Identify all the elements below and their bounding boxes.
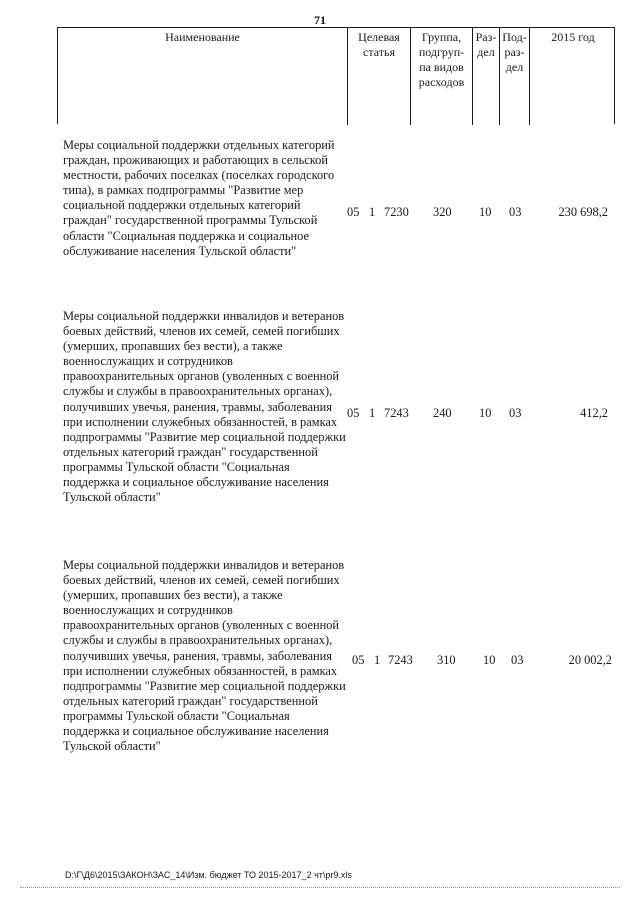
header-subsection: Под- раз- дел: [499, 28, 529, 125]
amount: 412,2: [580, 406, 608, 420]
subsection: 03: [509, 205, 522, 219]
header-expense-group: Группа, подгруп- па видов расходов: [410, 28, 472, 125]
header-section: Раз- дел: [472, 28, 499, 125]
target-article-program: 05: [352, 653, 365, 667]
expense-group: 320: [433, 205, 452, 219]
target-article-program: 05: [347, 406, 360, 420]
section: 10: [483, 653, 496, 667]
target-article-code: 7243: [384, 406, 409, 420]
row-name: Меры социальной поддержки инвалидов и ветеранов боевых действий, членов их семей, семей погибших (умерших, пропавших без вести), а также военнослужащих и сотрудников правоохранительных органов (уволенных с военной службы и службы в правоохранительных органах), получивших увечья, ранения, травмы, заболевания при исполнении служебных обязанностей, в рамках подпрограммы "Развитие мер социальной поддержки отдельных категорий граждан" государственной программы Тульской области "Социальная поддержка и социальное обслуживание населения Тульской области": [63, 558, 346, 754]
amount: 230 698,2: [558, 205, 608, 219]
subsection: 03: [511, 653, 524, 667]
page-number: 71: [314, 13, 326, 27]
subsection: 03: [509, 406, 522, 420]
section: 10: [479, 205, 492, 219]
target-article-subprogram: 1: [374, 653, 381, 667]
footer-divider: [20, 887, 620, 888]
expense-group: 310: [437, 653, 456, 667]
table-header: [57, 27, 615, 124]
header-name: Наименование: [165, 30, 240, 44]
target-article-code: 7230: [384, 205, 409, 219]
header-year: 2015 год: [529, 28, 616, 125]
target-article-program: 05: [347, 205, 360, 219]
target-article-subprogram: 1: [369, 205, 376, 219]
amount: 20 002,2: [568, 653, 612, 667]
footer-file-path: D:\Г\Д6\2015\ЗАКОН\ЗАС_14\Изм. бюджет ТО 2015-2017_2 чт\pr9.xls: [65, 870, 352, 880]
section: 10: [479, 406, 492, 420]
target-article-code: 7243: [388, 653, 413, 667]
header-target-article: Целевая статья: [347, 28, 410, 125]
row-name: Меры социальной поддержки отдельных категорий граждан, проживающих и работающих в сельской местности, рабочих поселках (поселках городского типа), в рамках подпрограммы "Развитие мер социальной поддержки отдельных категорий граждан" государственной программы Тульской области "Социальная поддержка и социальное обслуживание населения Тульской области": [63, 138, 335, 258]
row-name: Меры социальной поддержки инвалидов и ветеранов боевых действий, членов их семей, семей погибших (умерших, пропавших без вести), а также военнослужащих и сотрудников правоохранительных органов (уволенных с военной службы и службы в правоохранительных органах), получивших увечья, ранения, травмы, заболевания при исполнении служебных обязанностей, в рамках подпрограммы "Развитие мер социальной поддержки отдельных категорий граждан" государственной программы Тульской области "Социальная поддержка и социальное обслуживание населения Тульской области": [63, 309, 346, 505]
target-article-subprogram: 1: [369, 406, 376, 420]
expense-group: 240: [433, 406, 452, 420]
